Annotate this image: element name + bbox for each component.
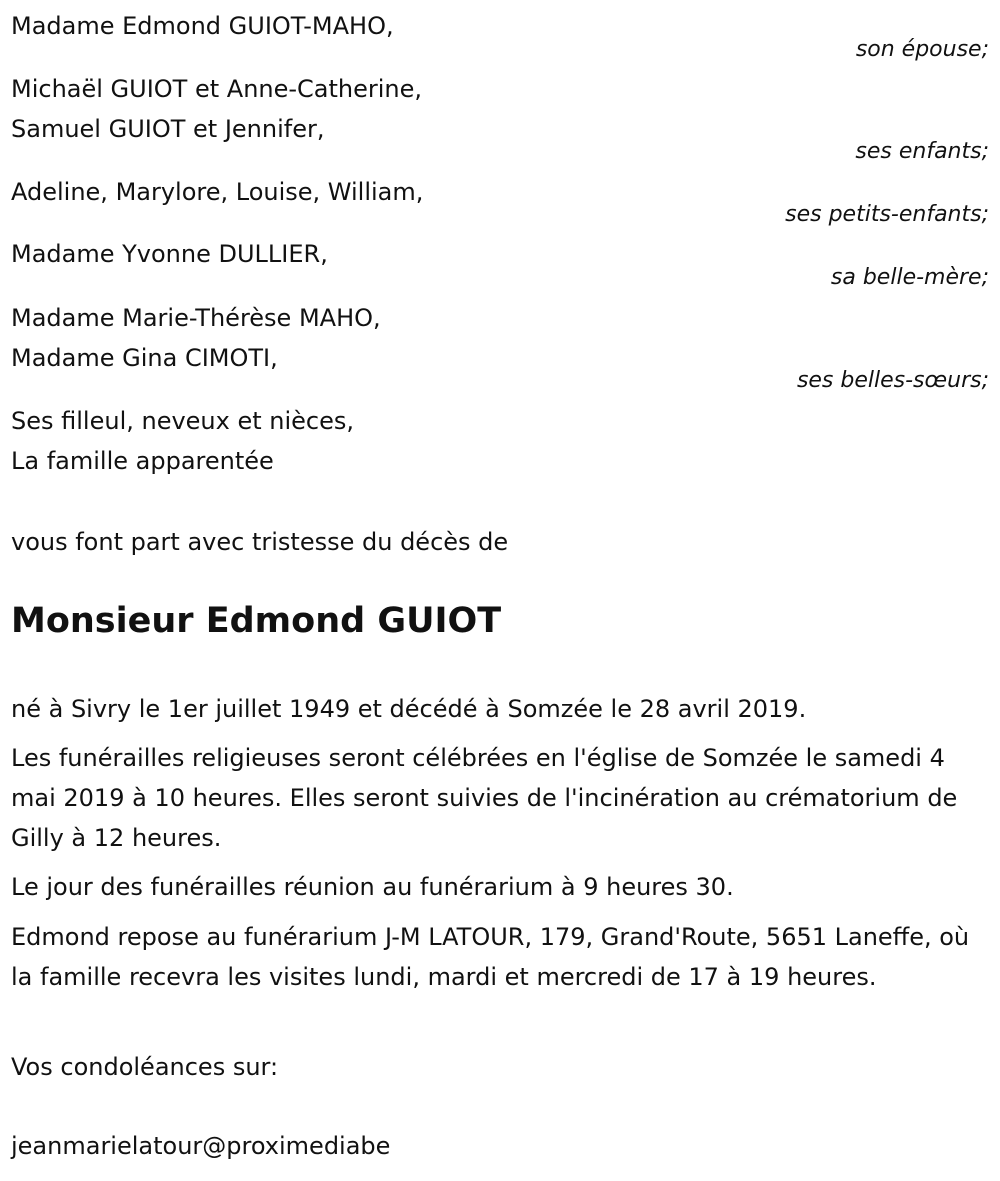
children-name-1: Michaël GUIOT et Anne-Catherine, [11, 75, 423, 103]
condolences-contact[interactable]: jeanmarielatour@proximediabe [11, 1132, 391, 1160]
extended-family: La famille apparentée [11, 447, 274, 475]
sister-in-law-name-1: Madame Marie-Thérèse MAHO, [11, 304, 381, 332]
deceased-name: Monsieur Edmond GUIOT [11, 601, 502, 641]
condolences-label: Vos condoléances sur: [11, 1053, 279, 1081]
godchildren-nephews-nieces: Ses filleul, neveux et nièces, [11, 407, 355, 435]
birth-death-dates: né à Sivry le 1er juillet 1949 et décédé à Somzée le 28 avril 2019. [11, 695, 807, 723]
gathering-details: Le jour des funérailles réunion au funérarium à 9 heures 30. [11, 873, 734, 901]
spouse-name: Madame Edmond GUIOT-MAHO, [11, 12, 394, 40]
spouse-role: son épouse; [855, 37, 989, 62]
grandchildren-role: ses petits-enfants; [785, 202, 989, 227]
announcement-intro: vous font part avec tristesse du décès de [11, 528, 509, 556]
sisters-in-law-role: ses belles-sœurs; [796, 368, 989, 393]
children-role: ses enfants; [855, 139, 989, 164]
children-name-2: Samuel GUIOT et Jennifer, [11, 115, 325, 143]
funeral-details: Les funérailles religieuses seront célébrées en l'église de Somzée le samedi 4 mai 2019 à 10 heures. Elles seront suivies de l'incinération au crématorium de Gilly à 12 heures. [11, 744, 958, 852]
sister-in-law-name-2: Madame Gina CIMOTI, [11, 344, 278, 372]
mother-in-law-name: Madame Yvonne DULLIER, [11, 240, 328, 268]
grandchildren-names: Adeline, Marylore, Louise, William, [11, 178, 424, 206]
mother-in-law-role: sa belle-mère; [830, 265, 989, 290]
visitation-details: Edmond repose au funérarium J-M LATOUR, 179, Grand'Route, 5651 Laneffe, où la famille recevra les visites lundi, mardi et mercredi de 17 à 19 heures. [11, 923, 970, 991]
